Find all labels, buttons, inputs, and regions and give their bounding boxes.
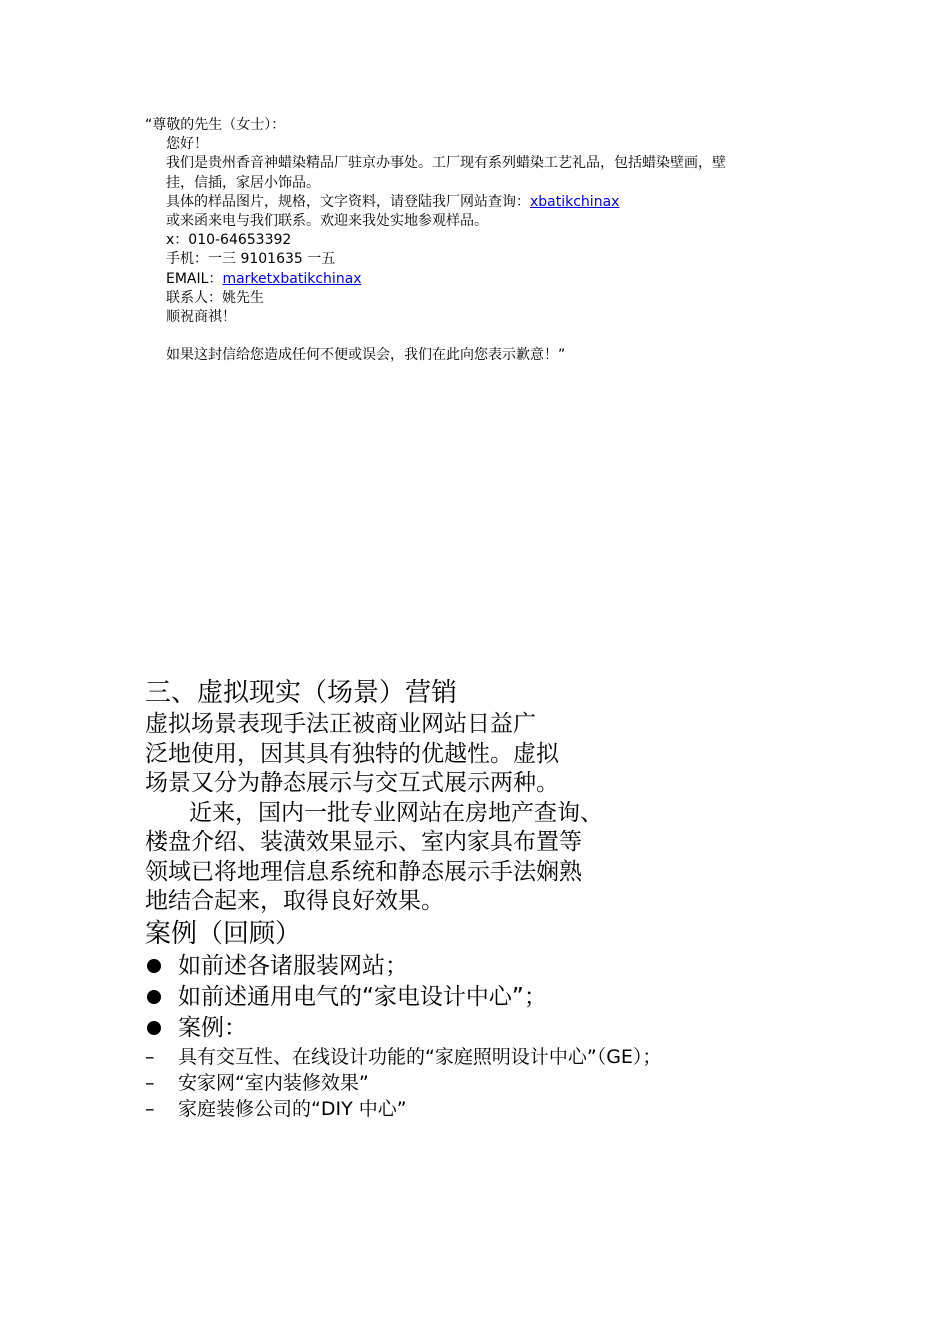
letter-block (145, 116, 825, 365)
paragraph-1-line-2: 泛地使用，因其具有独特的优越性。虚拟 (145, 740, 559, 767)
list-item (145, 982, 845, 1013)
sub-item-text: 具有交互性、在线设计功能的“家庭照明设计中心”（GE）； (178, 1045, 662, 1068)
bullet-icon (147, 959, 161, 973)
letter-mobile: 手机：一三 9101635 一五 (166, 251, 336, 268)
paragraph-2-line-4: 地结合起来，取得良好效果。 (145, 888, 444, 914)
letter-details (145, 193, 825, 212)
sub-list-item (145, 1044, 845, 1070)
letter-email (145, 270, 825, 289)
letter-tel: x：010-64653392 (166, 232, 292, 249)
bullet-text: 案例： (178, 1014, 247, 1041)
letter-intro-line-2: 挂，信插，家居小饰品。 (166, 174, 320, 191)
list-item (145, 951, 845, 982)
bullet-text: 如前述各诸服装网站； (178, 952, 408, 979)
letter-greeting: “尊敬的先生（女士）： (145, 117, 286, 133)
letter-apology: 如果这封信给您造成任何不便或误会，我们在此向您表示歉意！” (166, 347, 566, 364)
paragraph-1-line-3: 场景又分为静态展示与交互式展示两种。 (145, 770, 559, 796)
sub-item-text: 安家网“室内装修效果” (178, 1071, 369, 1094)
letter-hello: 您好！ (166, 136, 208, 153)
list-item (145, 1013, 845, 1044)
website-link[interactable]: xbatikchinax (530, 193, 620, 210)
sub-list-item (145, 1096, 845, 1122)
cases-heading: 案例（回顾） (145, 918, 302, 949)
vr-marketing-section (145, 676, 845, 1122)
bullet-text: 如前述通用电气的“家电设计中心”； (178, 983, 547, 1010)
section-heading: 三、虚拟现实（场景）营销 (145, 678, 458, 708)
dash-marker: – (145, 1045, 155, 1068)
letter-contact-invite: 或来函来电与我们联系。欢迎来我处实地参观样品。 (166, 213, 488, 230)
letter-closing: 顺祝商祺！ (166, 309, 236, 326)
paragraph-2-line-3: 领域已将地理信息系统和静态展示手法娴熟 (145, 858, 582, 885)
sub-item-text: 家庭装修公司的“DIY 中心” (178, 1097, 407, 1120)
bullet-icon (147, 1021, 161, 1035)
dash-marker: – (145, 1071, 155, 1094)
bullet-icon (147, 990, 161, 1004)
paragraph-2-line-1: 近来，国内一批专业网站在房地产查询、 (189, 799, 603, 826)
sub-list-item (145, 1070, 845, 1096)
email-label: EMAIL： (166, 270, 223, 287)
letter-details-text: 具体的样品图片，规格，文字资料，请登陆我厂网站查询： (166, 193, 530, 210)
dash-marker: – (145, 1097, 155, 1120)
letter-intro-line-1: 我们是贵州香音神蜡染精品厂驻京办事处。工厂现有系列蜡染工艺礼品，包括蜡染壁画，壁 (166, 155, 726, 172)
paragraph-2-line-2: 楼盘介绍、装潢效果显示、室内家具布置等 (145, 829, 582, 855)
paragraph-1-line-1: 虚拟场景表现手法正被商业网站日益广 (145, 711, 536, 737)
email-link[interactable]: marketxbatikchinax (222, 270, 362, 287)
letter-contact-person: 联系人：姚先生 (166, 289, 264, 306)
